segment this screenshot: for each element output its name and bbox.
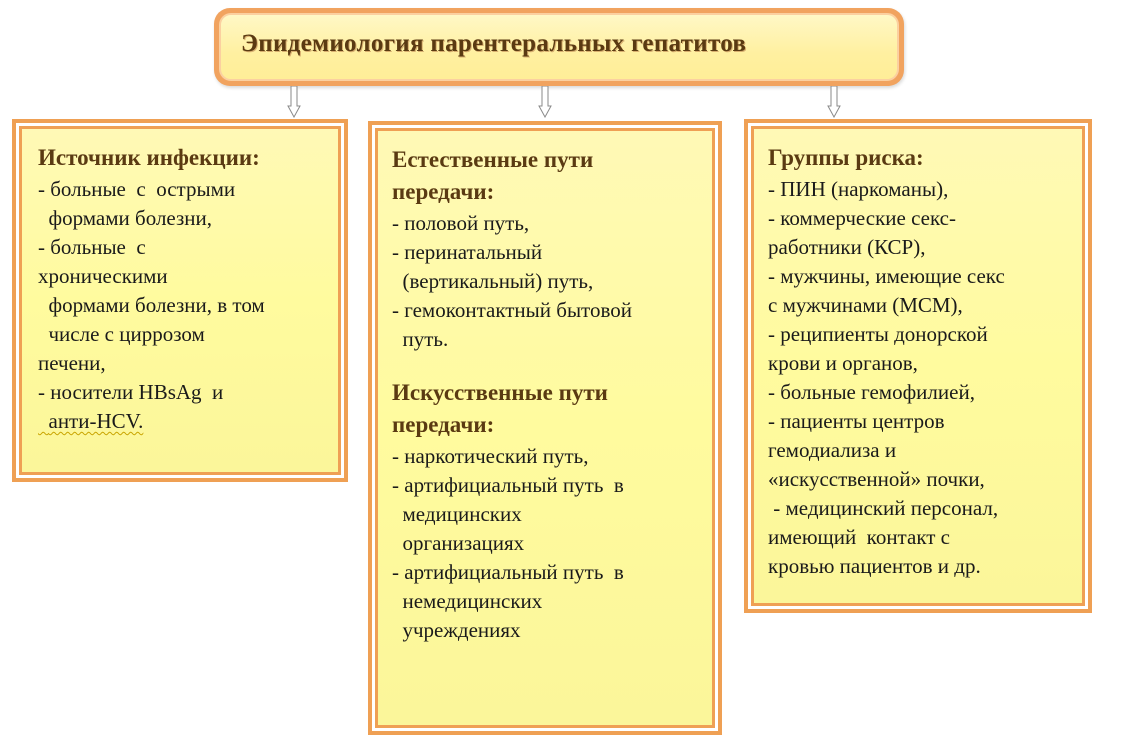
list-item: с мужчинами (МСМ),	[768, 293, 963, 317]
list-item: немедицинских	[392, 589, 543, 613]
list-item: крови и органов,	[768, 351, 918, 375]
list-item: - больные с	[38, 235, 146, 259]
list-item: - ПИН (наркоманы),	[768, 177, 949, 201]
list-item: - пациенты центров	[768, 409, 945, 433]
list-item: - половой путь,	[392, 211, 530, 235]
list-item: формами болезни,	[38, 206, 213, 230]
list-item: - реципиенты донорской	[768, 322, 988, 346]
down-arrow-left-icon	[287, 86, 301, 118]
list-item: - перинатальный	[392, 240, 543, 264]
risk-groups-heading: Группы риска:	[768, 145, 924, 170]
diagram-title: Эпидемиология парентеральных гепатитов	[241, 30, 747, 57]
list-item: организациях	[392, 531, 525, 555]
list-item: - артифициальный путь в	[392, 560, 624, 584]
list-item: - мужчины, имеющие секс	[768, 264, 1005, 288]
list-item: - артифициальный путь в	[392, 473, 624, 497]
list-item: (вертикальный) путь,	[392, 269, 594, 293]
list-item: имеющий контакт с	[768, 525, 950, 549]
list-item: печени,	[38, 351, 106, 375]
list-item: формами болезни, в том	[38, 293, 265, 317]
list-item: работники (КСР),	[768, 235, 926, 259]
title-box	[214, 8, 904, 86]
list-item: - носители HBsAg и	[38, 380, 224, 404]
list-item: числе с циррозом	[38, 322, 205, 346]
list-item: - медицинский персонал,	[768, 496, 999, 520]
artificial-routes-heading: Искусственные пути	[392, 380, 608, 405]
risk-groups-box	[744, 119, 1092, 613]
list-item: «искусственной» почки,	[768, 467, 985, 491]
list-item: - коммерческие секс-	[768, 206, 956, 230]
list-item: гемодиализа и	[768, 438, 897, 462]
list-item: хроническими	[38, 264, 168, 288]
list-item: медицинских	[392, 502, 522, 526]
list-item: - больные гемофилией,	[768, 380, 975, 404]
list-item: - наркотический путь,	[392, 444, 589, 468]
down-arrow-right-icon	[827, 86, 841, 118]
infection-source-box	[12, 119, 348, 482]
list-item: кровью пациентов и др.	[768, 554, 981, 578]
transmission-routes-box	[368, 121, 722, 735]
title-inner	[219, 13, 899, 81]
infection-source-heading: Источник инфекции:	[38, 145, 260, 170]
natural-routes-heading-cont: передачи:	[392, 179, 495, 204]
list-item: - гемоконтактный бытовой	[392, 298, 632, 322]
list-item: анти-HCV.	[38, 409, 144, 433]
artificial-routes-heading-cont: передачи:	[392, 412, 495, 437]
down-arrow-middle-icon	[538, 86, 552, 118]
list-item: - больные с острыми	[38, 177, 236, 201]
natural-routes-heading: Естественные пути	[392, 147, 594, 172]
list-item: учреждениях	[392, 618, 521, 642]
list-item: путь.	[392, 327, 449, 351]
